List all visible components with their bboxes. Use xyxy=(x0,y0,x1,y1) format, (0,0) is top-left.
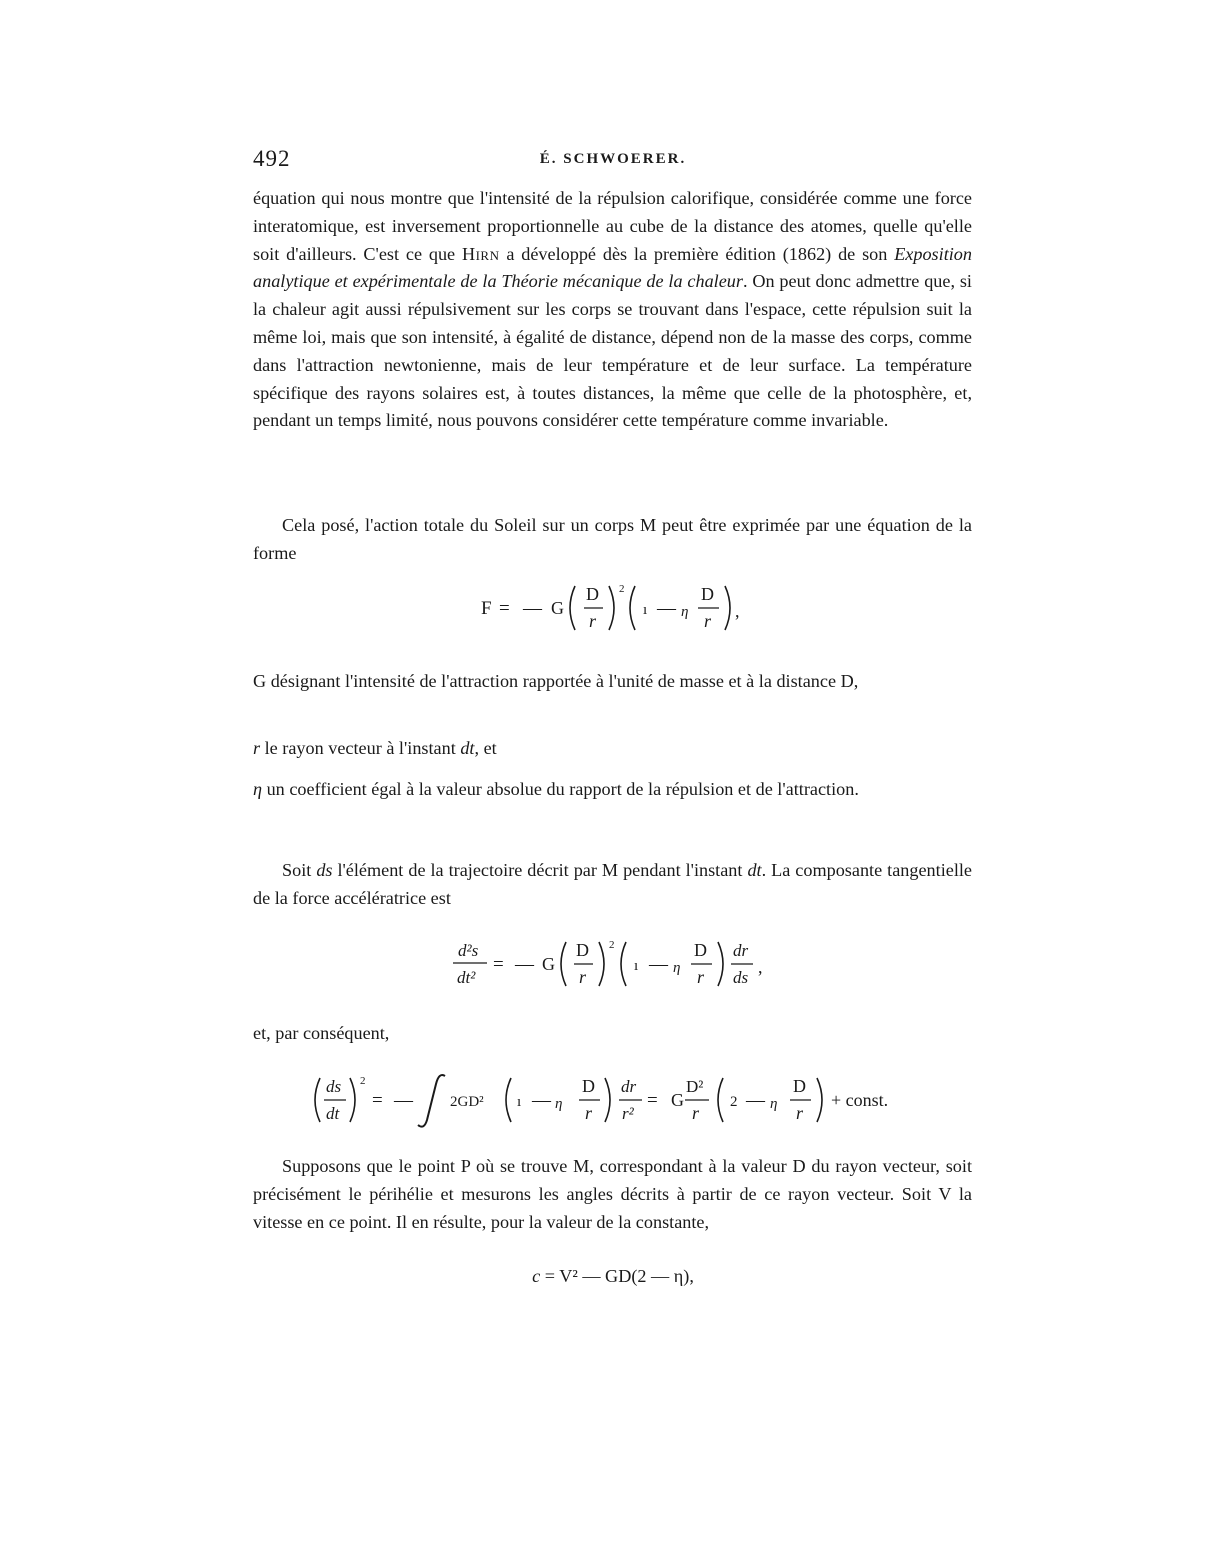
svg-text:2: 2 xyxy=(730,1094,738,1110)
svg-text:r²: r² xyxy=(622,1104,634,1123)
svg-text:G: G xyxy=(542,954,555,974)
svg-text:2GD²: 2GD² xyxy=(450,1094,484,1110)
equation-constante: c = V² — GD(2 — η), xyxy=(532,1266,694,1286)
svg-text:—: — xyxy=(649,954,668,975)
paragraph-perihelie: Supposons que le point P où se trouve M, correspondant à la valeur D du rayon vecteur, soit précisément le périhélie et mesurons les angles décrits à partir de ce rayon vecteur. Soit V la vitesse en ce point. Il en résulte, pour la valeur de la constante, xyxy=(253,1156,972,1232)
svg-text:=: = xyxy=(372,1090,383,1111)
svg-text:D: D xyxy=(586,584,599,604)
svg-text:G: G xyxy=(671,1090,684,1110)
svg-text:dt²: dt² xyxy=(457,968,476,987)
svg-text:r: r xyxy=(692,1103,700,1123)
definition-G: G désignant l'intensité de l'attraction rapportée à l'unité de masse et à la distance D, xyxy=(253,671,859,691)
svg-text:r: r xyxy=(589,611,597,631)
paragraph-consequent: et, par conséquent, xyxy=(253,1023,390,1043)
page-header xyxy=(253,146,973,176)
svg-text:ds: ds xyxy=(326,1077,342,1096)
equation-integral xyxy=(253,1064,973,1144)
svg-text:dr: dr xyxy=(621,1077,637,1096)
equation-force xyxy=(253,572,973,652)
paragraph-repulsion: équation qui nous montre que l'intensité de la répulsion calorifique, considérée comme une force interatomique, est inversement proportionnelle au cube de la distance des atomes, quelle qu'elle soit d'ailleurs. C'est ce que Hirn a développé dès la première édition (1862) de son Exposition analytique et expérimentale de la Théorie mécanique de la chaleur. On peut donc admettre que, si la chaleur agit aussi répulsivement sur les corps se trouvant dans l'espace, cette répulsion suit la même loi, mais que son intensité, à égalité de distance, dépend non de la masse des corps, comme dans l'attraction newtonienne, mais de leur température et de leur surface. La température spécifique des rayons solaires est, à toutes distances, la même que celle de la photosphère, et, pendant un temps limité, nous pouvons considérer cette température comme invariable. xyxy=(253,188,972,431)
svg-text:=: = xyxy=(647,1090,658,1111)
definition-eta: η un coefficient égal à la valeur absolue du rapport de la répulsion et de l'attraction. xyxy=(253,779,859,799)
svg-text:d²s: d²s xyxy=(458,941,479,960)
svg-text:,: , xyxy=(758,957,763,977)
svg-text:η: η xyxy=(555,1096,563,1112)
svg-text:D: D xyxy=(793,1076,806,1096)
svg-text:=: = xyxy=(499,598,510,619)
svg-text:—: — xyxy=(515,954,534,975)
svg-text:ı: ı xyxy=(517,1094,522,1110)
svg-text:,: , xyxy=(735,601,740,621)
svg-text:2: 2 xyxy=(360,1075,366,1087)
svg-text:r: r xyxy=(585,1103,593,1123)
svg-text:—: — xyxy=(523,598,542,619)
author-name: Hirn xyxy=(461,243,500,264)
svg-text:D: D xyxy=(582,1076,595,1096)
svg-text:—: — xyxy=(394,1090,413,1111)
svg-text:r: r xyxy=(697,967,705,987)
svg-text:dt: dt xyxy=(326,1104,340,1123)
running-head: É. SCHWOERER. xyxy=(539,151,687,167)
svg-text:r: r xyxy=(704,611,712,631)
paragraph-trajectoire: Soit ds l'élément de la trajectoire décrit par M pendant l'instant dt. La composante tangentielle de la force accélératrice est xyxy=(253,860,973,908)
svg-text:=: = xyxy=(493,954,504,975)
svg-text:—: — xyxy=(532,1090,551,1111)
svg-text:ı: ı xyxy=(634,958,639,974)
svg-text:+ const.: + const. xyxy=(831,1090,889,1110)
equation-acceleration xyxy=(253,928,973,1008)
definition-r: r le rayon vecteur à l'instant dt, et xyxy=(253,738,497,758)
svg-text:ds: ds xyxy=(733,968,749,987)
svg-text:D: D xyxy=(694,940,707,960)
svg-text:2: 2 xyxy=(619,583,625,595)
svg-text:ı: ı xyxy=(643,602,648,618)
book-title: Exposition analytique et expérimentale de la Théorie mécanique de la chaleur xyxy=(253,243,972,292)
svg-text:2: 2 xyxy=(609,939,615,951)
svg-text:D: D xyxy=(701,584,714,604)
svg-text:r: r xyxy=(796,1103,804,1123)
svg-text:η: η xyxy=(673,960,681,976)
svg-text:—: — xyxy=(657,598,676,619)
page-number: 492 xyxy=(253,146,291,171)
svg-text:r: r xyxy=(579,967,587,987)
svg-text:D: D xyxy=(576,940,589,960)
svg-text:dr: dr xyxy=(733,941,749,960)
paragraph-action-soleil: Cela posé, l'action totale du Soleil sur un corps M peut être exprimée par une équation de la forme xyxy=(253,515,972,563)
svg-text:—: — xyxy=(746,1090,765,1111)
svg-text:D²: D² xyxy=(686,1077,704,1096)
svg-text:η: η xyxy=(681,604,689,620)
svg-text:G: G xyxy=(551,598,564,618)
svg-text:η: η xyxy=(770,1096,778,1112)
svg-text:F: F xyxy=(481,598,492,619)
